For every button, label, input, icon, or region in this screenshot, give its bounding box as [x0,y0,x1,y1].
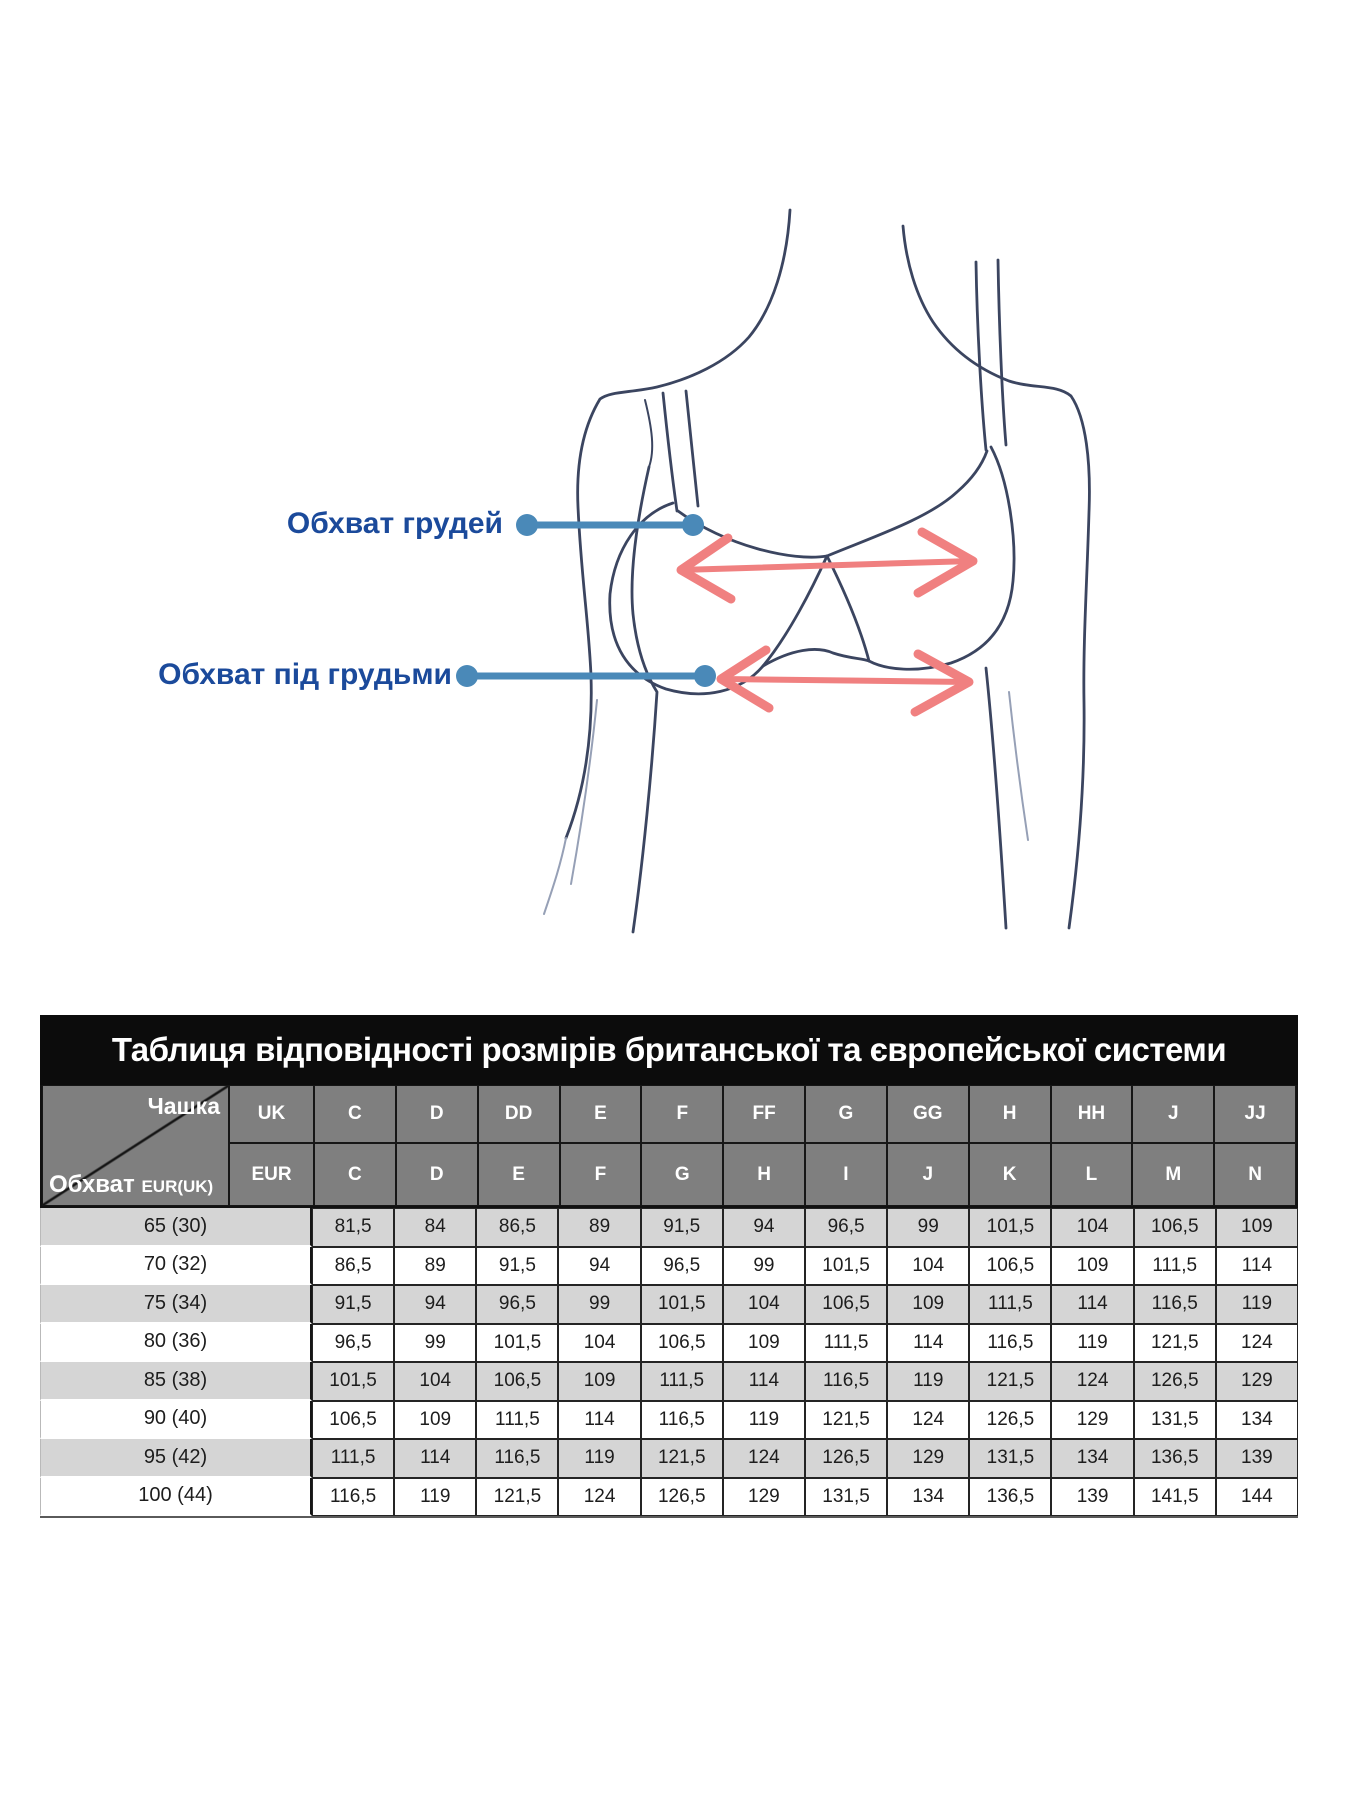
bra-strap-left [663,393,677,511]
row-band-label: 65 (30) [40,1208,312,1247]
bra-cup-right-outline [869,447,1014,669]
size-value-cell: 101,5 [969,1208,1051,1247]
eur-cup-letter: N [1214,1143,1296,1206]
size-value-cell: 141,5 [1134,1478,1216,1517]
size-value-cell: 114 [723,1362,805,1401]
size-value-cell: 116,5 [641,1401,723,1440]
size-value-cell: 119 [558,1439,640,1478]
bust-arrow-shaft [680,561,972,570]
size-value-cell: 104 [1051,1208,1133,1247]
figure-outline [566,210,1089,932]
size-value-cell: 104 [887,1247,969,1286]
uk-cup-letter: G [805,1085,887,1143]
size-value-cell: 144 [1216,1478,1298,1517]
size-value-cell: 129 [1216,1362,1298,1401]
figure-armpit-left [645,400,652,467]
row-band-label: 70 (32) [40,1247,312,1286]
bust-girth-label: Обхват грудей [286,507,503,540]
size-value-cell: 139 [1216,1439,1298,1478]
size-value-cell: 106,5 [641,1324,723,1363]
size-value-cell: 109 [723,1324,805,1363]
size-value-cell: 111,5 [1134,1247,1216,1286]
size-value-cell: 129 [887,1439,969,1478]
uk-cup-letter: E [560,1085,642,1143]
underbust-arrow-shaft [722,679,968,682]
corner-cup-label: Чашка [147,1093,220,1119]
row-band-label: 85 (38) [40,1362,312,1401]
size-value-cell: 121,5 [1134,1324,1216,1363]
row-band-label: 80 (36) [40,1324,312,1363]
size-value-cell: 101,5 [312,1362,394,1401]
size-value-cell: 86,5 [476,1208,558,1247]
size-value-cell: 96,5 [476,1285,558,1324]
size-value-cell: 129 [1051,1401,1133,1440]
table-header [40,1085,1298,1208]
size-value-cell: 89 [394,1247,476,1286]
eur-cup-letter: I [805,1143,887,1206]
size-value-cell: 121,5 [805,1401,887,1440]
uk-cup-letter: H [969,1085,1051,1143]
eur-cup-letter: E [478,1143,560,1206]
corner-diagonal-cell [42,1085,229,1206]
uk-cup-letter: FF [723,1085,805,1143]
size-value-cell: 109 [887,1285,969,1324]
size-value-cell: 84 [394,1208,476,1247]
eur-cup-letter: K [969,1143,1051,1206]
bra-strap-right [976,262,986,450]
size-value-cell: 106,5 [805,1285,887,1324]
size-value-cell: 119 [1051,1324,1133,1363]
row-band-label: 90 (40) [40,1401,312,1440]
size-value-cell: 96,5 [805,1208,887,1247]
bra-underband-center [763,649,869,666]
underbust-measure-arrow [721,650,969,712]
size-value-cell: 81,5 [312,1208,394,1247]
size-value-cell: 131,5 [805,1478,887,1517]
size-value-cell: 114 [558,1401,640,1440]
figure-arm-left-inner-fade [571,700,597,884]
uk-cup-letter: J [1132,1085,1214,1143]
size-value-cell: 91,5 [641,1208,723,1247]
table-title: Таблиця відповідності розмірів британської та європейської системи [40,1015,1298,1085]
eur-cup-letter: J [887,1143,969,1206]
size-value-cell: 111,5 [805,1324,887,1363]
size-value-cell: 124 [558,1478,640,1517]
size-value-cell: 111,5 [476,1401,558,1440]
size-value-cell: 94 [558,1247,640,1286]
connector-dot [694,665,716,687]
size-value-cell: 99 [723,1247,805,1286]
bra-cup-right-top-edge [827,451,987,556]
underbust-girth-label: Обхват під грудьми [158,658,452,691]
corner-girth-label [49,1171,213,1199]
size-value-cell: 124 [723,1439,805,1478]
size-value-cell: 106,5 [1134,1208,1216,1247]
figure-arm-right-inner-fade [1009,692,1028,840]
eur-cup-letter: L [1051,1143,1133,1206]
connector-dot [682,514,704,536]
eur-cup-letter: D [396,1143,478,1206]
size-value-cell: 121,5 [969,1362,1051,1401]
size-value-cell: 109 [558,1362,640,1401]
uk-cup-letter: GG [887,1085,969,1143]
bra-strap-right [998,260,1006,445]
connector-dot [516,514,538,536]
figure-arm-left-fade [544,838,566,914]
size-value-cell: 99 [394,1324,476,1363]
size-value-cell: 101,5 [476,1324,558,1363]
size-value-cell: 131,5 [969,1439,1051,1478]
size-value-cell: 121,5 [641,1439,723,1478]
uk-cup-letter: JJ [1214,1085,1296,1143]
bust-connector-line [516,514,704,536]
size-value-cell: 109 [1051,1247,1133,1286]
size-value-cell: 91,5 [312,1285,394,1324]
size-value-cell: 139 [1051,1478,1133,1517]
size-value-cell: 111,5 [312,1439,394,1478]
uk-cup-letter: HH [1051,1085,1133,1143]
size-value-cell: 134 [1216,1401,1298,1440]
eur-cup-letter: M [1132,1143,1214,1206]
figure-torso-right [986,668,1006,928]
size-conversion-table [40,1015,1298,1518]
size-value-cell: 96,5 [641,1247,723,1286]
size-value-cell: 126,5 [969,1401,1051,1440]
size-value-cell: 126,5 [805,1439,887,1478]
size-value-cell: 114 [1051,1285,1133,1324]
size-value-cell: 126,5 [641,1478,723,1517]
size-value-cell: 124 [887,1401,969,1440]
uk-cup-letter: F [641,1085,723,1143]
size-value-cell: 96,5 [312,1324,394,1363]
size-value-cell: 121,5 [476,1478,558,1517]
size-value-cell: 106,5 [476,1362,558,1401]
size-value-cell: 116,5 [969,1324,1051,1363]
eur-cup-letter: F [560,1143,642,1206]
size-value-cell: 114 [394,1439,476,1478]
size-value-cell: 124 [1051,1362,1133,1401]
size-value-cell: 111,5 [641,1362,723,1401]
figure-neck-shoulder-arm-right [903,226,1089,928]
size-value-cell: 116,5 [805,1362,887,1401]
bust-measure-arrow [680,532,973,599]
uk-cup-letter: C [314,1085,396,1143]
uk-row-header: UK [229,1085,314,1143]
size-value-cell: 116,5 [1134,1285,1216,1324]
size-value-cell: 94 [394,1285,476,1324]
size-value-cell: 106,5 [312,1401,394,1440]
size-value-cell: 114 [887,1324,969,1363]
corner-girth-sub: EUR(UK) [141,1177,214,1196]
eur-cup-letter: H [723,1143,805,1206]
size-value-cell: 104 [558,1324,640,1363]
bra-strap-left [686,391,698,506]
table-body [40,1208,1298,1518]
size-value-cell: 106,5 [969,1247,1051,1286]
size-value-cell: 116,5 [476,1439,558,1478]
size-value-cell: 134 [887,1478,969,1517]
size-value-cell: 99 [558,1285,640,1324]
size-value-cell: 119 [1216,1285,1298,1324]
eur-row-header: EUR [229,1143,314,1206]
uk-cup-letter: D [396,1085,478,1143]
size-value-cell: 129 [723,1478,805,1517]
row-band-label: 100 (44) [40,1478,312,1517]
size-value-cell: 94 [723,1208,805,1247]
bra-cup-right-inner-edge [827,556,869,661]
size-value-cell: 89 [558,1208,640,1247]
underbust-connector-line [456,665,716,687]
eur-cup-letter: C [314,1143,396,1206]
size-value-cell: 119 [394,1478,476,1517]
row-band-label: 75 (34) [40,1285,312,1324]
figure-outline-faded [544,692,1028,914]
connector-dot [456,665,478,687]
size-value-cell: 131,5 [1134,1401,1216,1440]
size-value-cell: 119 [723,1401,805,1440]
size-value-cell: 104 [723,1285,805,1324]
eur-cup-letter: G [641,1143,723,1206]
size-value-cell: 101,5 [805,1247,887,1286]
size-value-cell: 91,5 [476,1247,558,1286]
size-value-cell: 104 [394,1362,476,1401]
size-value-cell: 111,5 [969,1285,1051,1324]
size-value-cell: 116,5 [312,1478,394,1517]
size-value-cell: 126,5 [1134,1362,1216,1401]
size-value-cell: 134 [1051,1439,1133,1478]
size-value-cell: 136,5 [969,1478,1051,1517]
size-value-cell: 109 [394,1401,476,1440]
figure-torso-left [632,467,657,932]
size-value-cell: 99 [887,1208,969,1247]
size-value-cell: 86,5 [312,1247,394,1286]
size-value-cell: 101,5 [641,1285,723,1324]
size-value-cell: 136,5 [1134,1439,1216,1478]
size-value-cell: 124 [1216,1324,1298,1363]
corner-girth-main: Обхват [49,1171,142,1198]
row-band-label: 95 (42) [40,1439,312,1478]
size-value-cell: 114 [1216,1247,1298,1286]
size-value-cell: 109 [1216,1208,1298,1247]
size-value-cell: 119 [887,1362,969,1401]
uk-cup-letter: DD [478,1085,560,1143]
